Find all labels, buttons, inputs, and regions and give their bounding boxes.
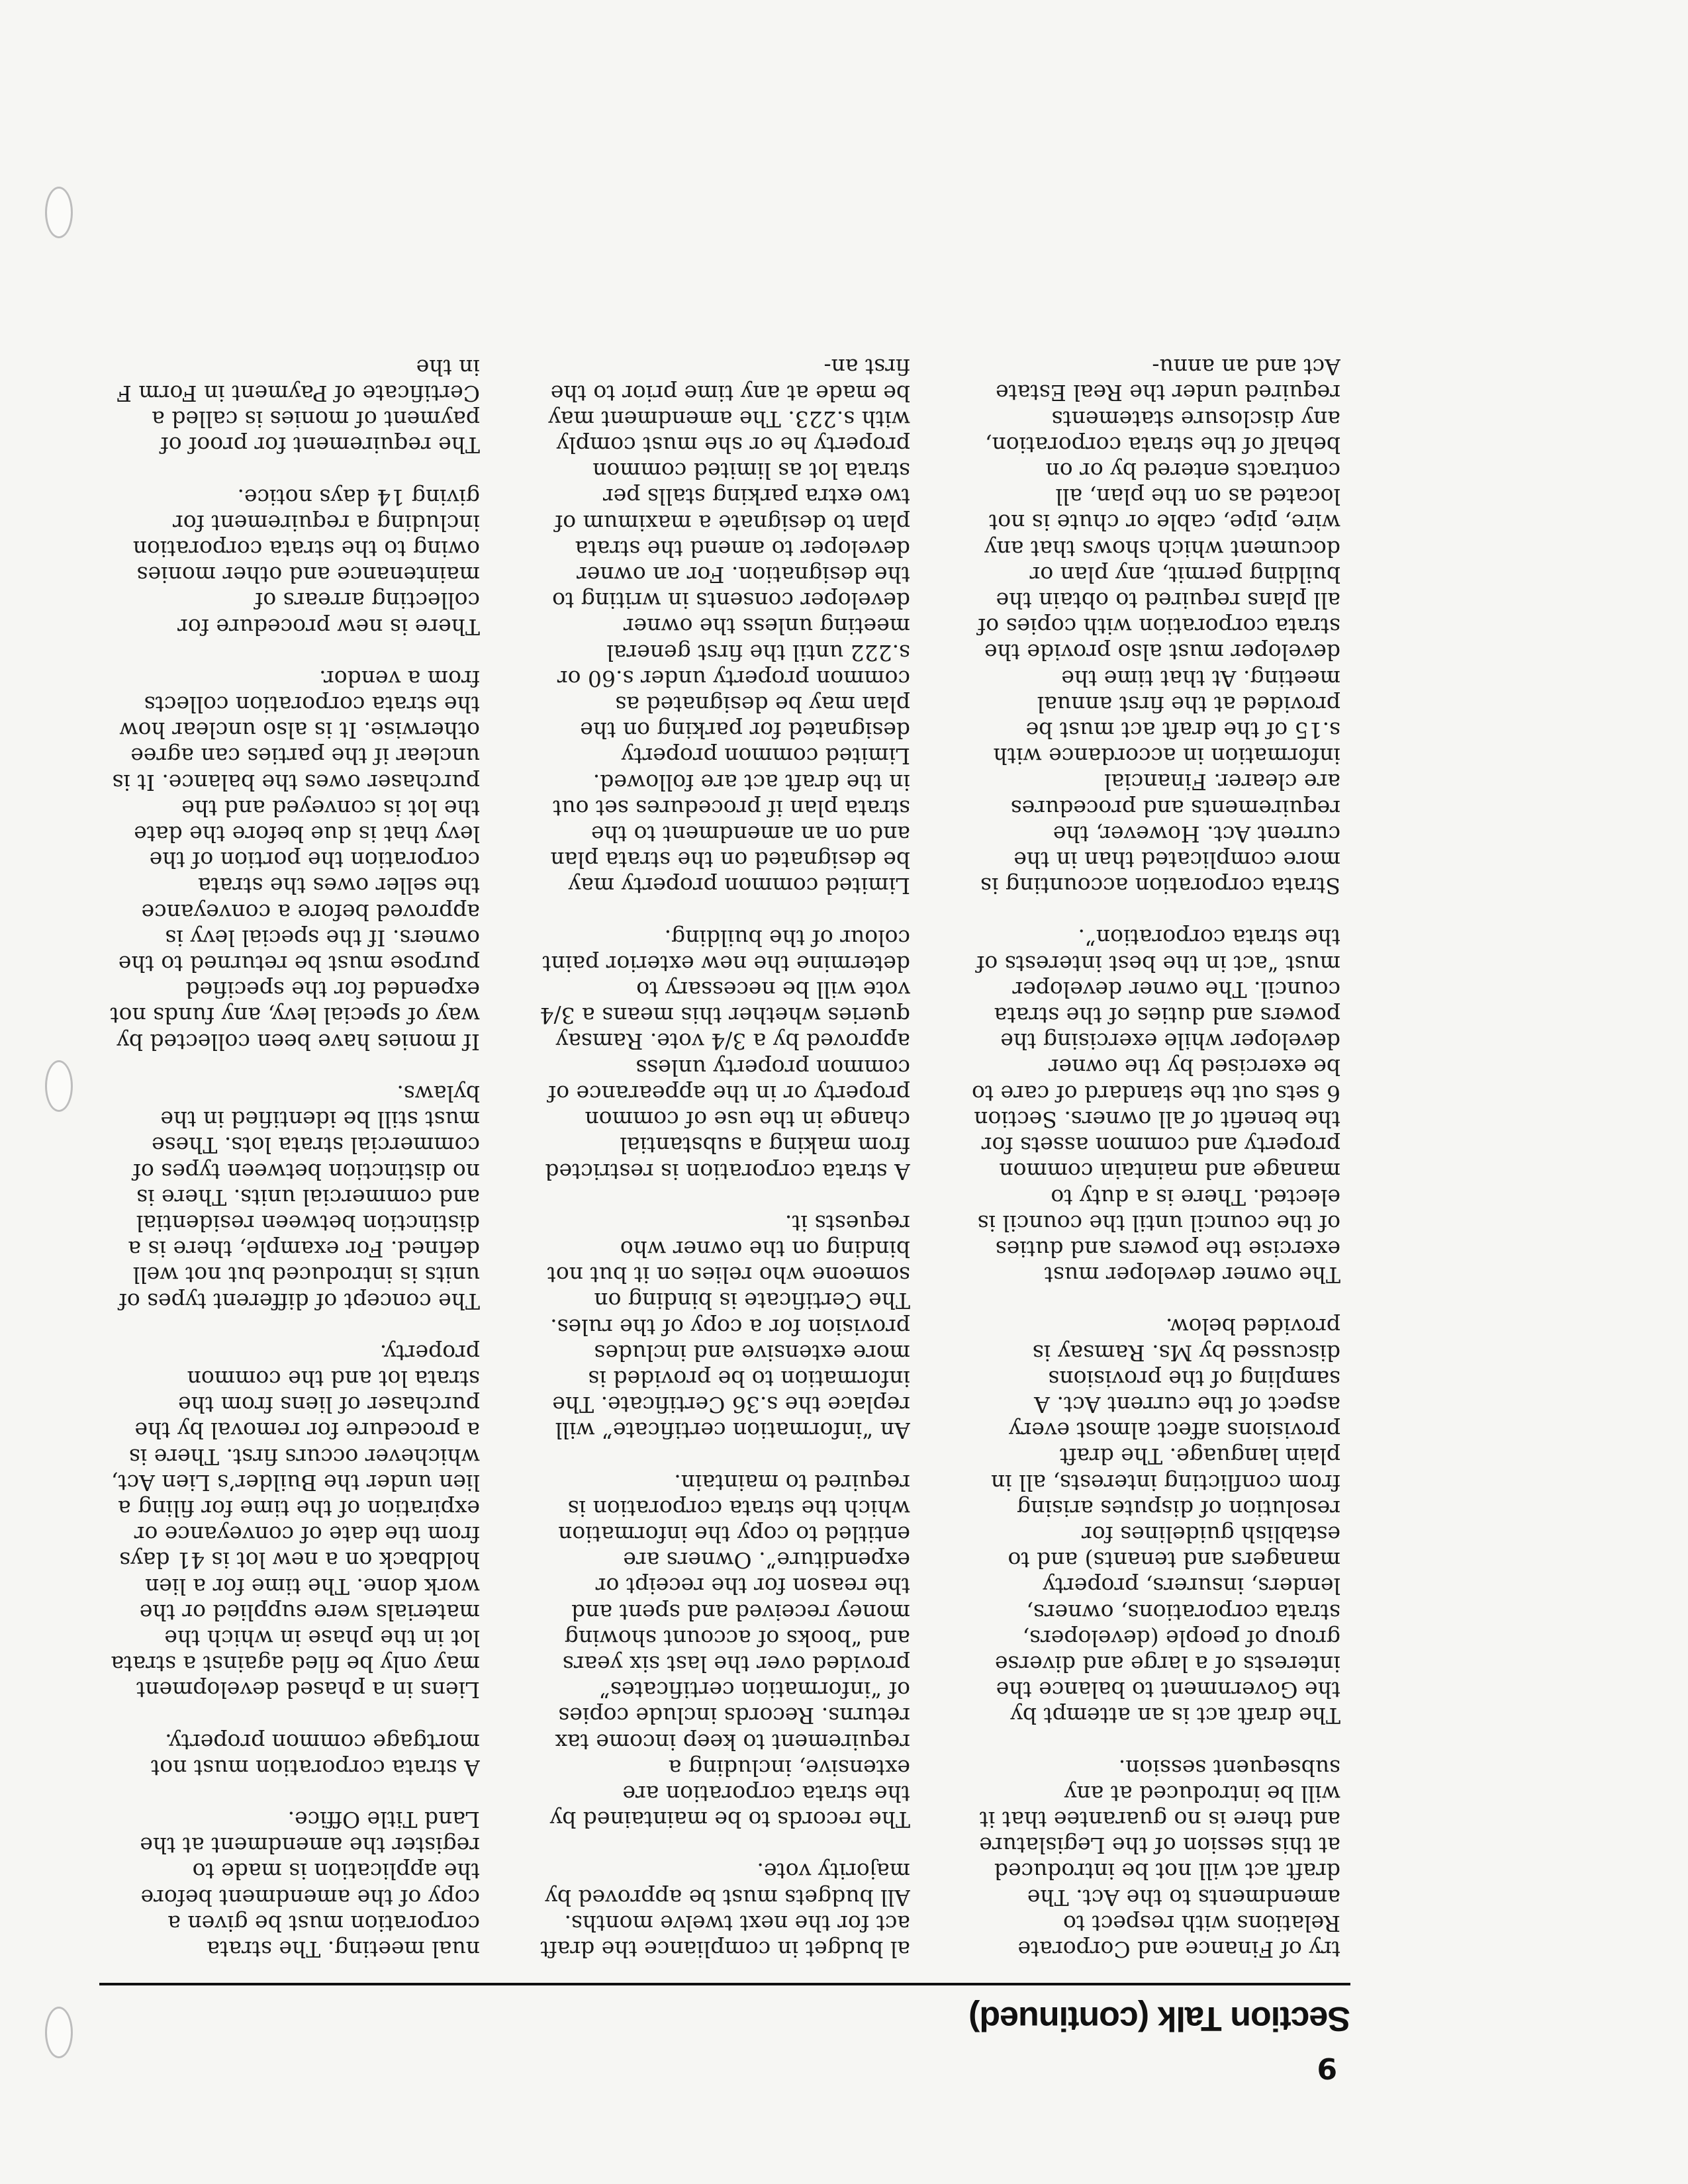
section-title: Section Talk (continued) xyxy=(969,1999,1350,2038)
page-number: 9 xyxy=(1317,2051,1337,2085)
text-column-1 xyxy=(970,56,1340,1962)
paragraph: If monies have been collected by way of special levy, any funds not expended for the specified purpose must be returned to the owners. If the special levy is approved before a conveyance the seller owes the strata corporation the portion of the levy that is due before the date the lot is conveyed and the purchaser owes the balance. It is unclear if the parties can agree otherwise. It is also unclear how the strata corporation collects from a vendor. xyxy=(110,665,480,1055)
paragraph: al budget in compliance the draft act for the next twelve months. All budgets must be approved by majority vote. xyxy=(540,1858,910,1962)
paragraph: There is new procedure for collecting arrears of maintenance and other monies owing to the strata corporation including a requirement for giving 14 days notice. xyxy=(132,484,480,640)
paragraph: Strata corporation accounting is more complicated than in the current Act. However, the requirements and procedures are clearer. Financial information in accordance with s.15 of the draft act must be provided at the first annual meeting. At that time the developer must also provide the strata corporation with copies of all plans required to obtain the building permit, any plan or document which shows that any wire, pipe, cable or chute is not located as on the plan, all contracts entered by or on behalf of the strata corporation, any disclosure statements required under the Real Estate Act and an annu- xyxy=(978,354,1340,899)
punch-hole xyxy=(45,2007,73,2058)
paragraph: Limited common property may be designated on the strata plan and on an amendment to the strata plan if procedures set out in the draft act are followed. Limited common property designated for parking on the plan may be designated as common property under s.60 or s.222 until the first general meeting unless the owner developer consents in writing to the designation. For an owner developer to amend the strata plan to designate a maximum of two extra parking stalls per strata lot as limited common property he or she must comply with s.223. The amendment may be made at any time prior to the first an- xyxy=(548,354,910,899)
paragraph: The draft act is an attempt by the Government to balance the interests of a large and diverse group of people (developers, strata corporations, owners, lenders, insurers, property managers and tenants) and to establish guidelines for resolution of disputes arising from conflicting interests, all in plain language. The draft provisions affect almost every aspect of the current Act. A sampling of the provisions discussed by Ms. Ramsay is provided below. xyxy=(990,1314,1340,1729)
punch-hole xyxy=(45,187,73,238)
paragraph: A strata corporation must not mortgage common property. xyxy=(151,1729,480,1781)
paragraph: try of Finance and Corporate Relations with respect to amendments to the Act. The draft act will not be introduced at this session of the Legislature and there is no guarantee that it will be introduced at any subsequent session. xyxy=(979,1754,1340,1962)
paragraph: A strata corporation is restricted from making a substantial change in the use of common property or in the appearance of common property unless approved by a 3/4 vote. Ramsay queries whether this means a 3/4 vote will be necessary to determine the new exterior paint colour of the building. xyxy=(539,925,910,1185)
paragraph: The records to be maintained by the strata corporation are extensive, including a requirement to keep income tax returns. Records include copies of “information certificates” provided over the last six years and “books of account showing money received and spent and the reason for the receipt or expenditure”. Owners are entitled to copy the information which the strata corporation is required to maintain. xyxy=(549,1469,910,1833)
header-rule xyxy=(99,1983,1350,1985)
paragraph: The requirement for proof of payment of monies is called a Certificate of Payment in Form F in the xyxy=(117,354,480,459)
paragraph: nual meeting. The strata corporation must be given a copy of the amendment before the application is made to register the amendment at the Land Title Office. xyxy=(140,1806,480,1962)
text-column-2 xyxy=(539,56,910,1962)
paragraph: Liens in a phased development may only be filed against a strata lot in the phase in which the materials were supplied or the work done. The time for a lien holdback on a new lot is 41 days from the date of conveyance or expiration of the time for filing a lien under the Builder’s Lien Act, whichever occurs first. There is a procedure for removal by the purchaser of liens from the strata lot and the common property. xyxy=(111,1340,480,1704)
paragraph: The concept of different types of units is introduced but not well defined. For example, there is a distinction between residential and commercial units. There is no distinction between types of commercial strata lots. These must still be identified in the bylaws. xyxy=(118,1080,480,1314)
text-column-3 xyxy=(109,56,480,1962)
paragraph: An “information certificate” will replace the s.36 Certificate. The information to be provided is more extensive and includes provision for a copy of the rules. The Certificate is binding on someone who relies on it but not binding on the owner who requests it. xyxy=(547,1210,910,1444)
punch-hole xyxy=(45,1060,73,1112)
paragraph: The owner developer must exercise the powers and duties of the council until the council is elected. There is a duty to manage and maintain common property and common assets for the benefit of all owners. Section 6 sets out the standard of care to be exercised by the owner developer while exercising the powers and duties of the strata council. The owner developer must “act in the best interests of the strata corporation”. xyxy=(971,925,1340,1289)
